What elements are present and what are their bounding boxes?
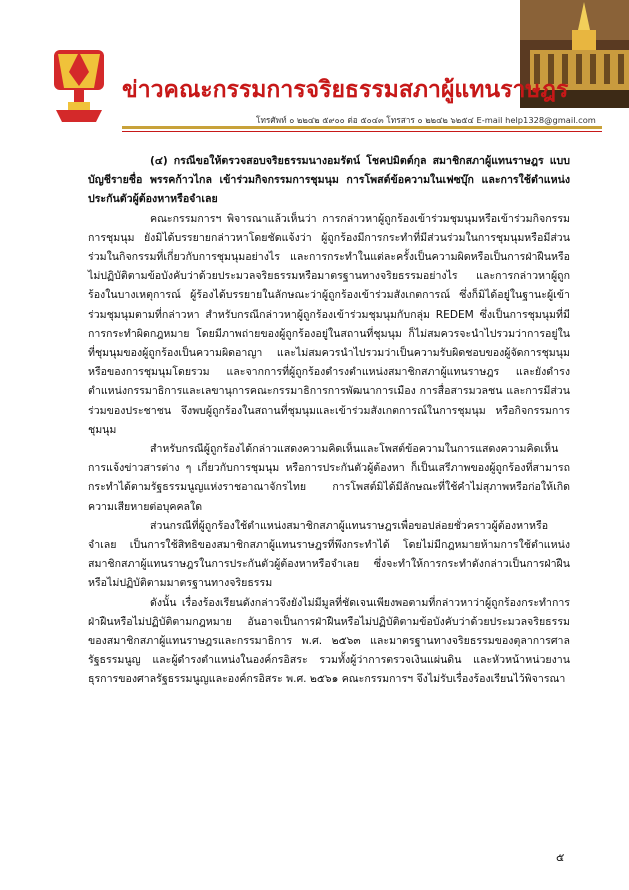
header-divider-red bbox=[122, 131, 602, 132]
page-header bbox=[0, 0, 629, 140]
newsletter-title: ข่าวคณะกรรมการจริยธรรมสภาผู้แทนราษฎร bbox=[122, 77, 569, 103]
paragraph: ส่วนกรณีที่ผู้ถูกร้องใช้ตำแหน่งสมาชิกสภาผู้แทนราษฎรเพื่อขอปล่อยชั่วคราวผู้ต้องหาหรือจำเลย เป็นการใช้สิทธิของสมาชิกสภาผู้แทนราษฎรที่พึงกระทำได้ โดยไม่มีกฎหมายห้ามการใช้ตำแหน่งสมาชิกสภาผู้แทนราษฎรในการประกันตัวผู้ต้องหาหรือจำเลย ซึ่งจะทำให้การกระทำดังกล่าวเป็นการฝ่าฝืนหรือไม่ปฏิบัติตามมาตรฐานทางจริยธรรม bbox=[88, 519, 570, 590]
paragraph: คณะกรรมการฯ พิจารณาแล้วเห็นว่า การกล่าวหาผู้ถูกร้องเข้าร่วมชุมนุมหรือเข้าร่วมกิจกรรมการชุมนุม ยังมิได้บรรยายกล่าวหาโดยชัดแจ้งว่า ผู้ถูกร้องมีการกระทำที่มีส่วนร่วมในการชุมนุมหรือมีส่วนร่วมในกิจกรรมที่เกี่ยวกับการชุมนุมอย่างไร และการกระทำในแต่ละครั้งเป็นความผิดหรือเป็นการฝ่าฝืนหรือไม่ปฏิบัติตามข้อบังคับว่าด้วยประมวลจริยธรรมหรือมาตรฐานทางจริยธรรมอย่างไร และการกล่าวหาผู้ถูกร้องในบางเหตุการณ์ ผู้ร้องได้บรรยายในลักษณะว่าผู้ถูกร้องเข้าร่วมสังเกตการณ์ ซึ่งก็มิได้อยู่ในฐานะผู้เข้าร่วมชุมนุมตามที่กล่าวหา สำหรับกรณีกล่าวหาผู้ถูกร้องเข้าร่วมชุมนุมกับกลุ่ม REDEM ซึ่งเป็นการชุมนุมที่มีการกระทำผิดกฎหมาย โดยมีภาพถ่ายของผู้ถูกร้องอยู่ในสถานที่ชุมนุม ก็ไม่สมควรจะนำไปรวมว่าการอยู่ในที่ชุมนุมของผู้ถูกร้องเป็นความผิดอาญา และไม่สมควรนำไปรวมว่าเป็นความรับผิดชอบของผู้จัดการชุมนุม หรือของการชุมนุมโดยรวม และจากการที่ผู้ถูกร้องดำรงตำแหน่งสมาชิกสภาผู้แทนราษฎร และยังดำรงตำแหน่งกรรมาธิการและเลขานุการคณะกรรมาธิการการพัฒนาการเมือง การสื่อสารมวลชน และการมีส่วนร่วมของประชาชน จึงพบผู้ถูกร้องในสถานที่ชุมนุมและเข้าร่วมสังเกตการณ์ในการชุมนุม หรือกิจกรรมการชุมนุม bbox=[88, 212, 570, 436]
paragraph: ดังนั้น เรื่องร้องเรียนดังกล่าวจึงยังไม่มีมูลที่ชัดเจนเพียงพอตามที่กล่าวหาว่าผู้ถูกร้องกระทำการฝ่าฝืนหรือไม่ปฏิบัติตามกฎหมาย อันอาจเป็นการฝ่าฝืนหรือไม่ปฏิบัติตามข้อบังคับว่าด้วยประมวลจริยธรรมของสมาชิกสภาผู้แทนราษฎรและกรรมาธิการ พ.ศ. ๒๕๖๓ และมาตรฐานทางจริยธรรมของตุลาการศาลรัฐธรรมนูญ และผู้ดำรงตำแหน่งในองค์กรอิสระ รวมทั้งผู้ว่าการตรวจเงินแผ่นดิน และหัวหน้าหน่วยงานธุรการของศาลรัฐธรรมนูญและองค์กรอิสระ พ.ศ. ๒๕๖๑ คณะกรรมการฯ จึงไม่รับเรื่องร้องเรียนไว้พิจารณา bbox=[88, 596, 570, 686]
document-body bbox=[88, 152, 570, 690]
header-divider-gold bbox=[122, 126, 602, 129]
page-number: ๕ bbox=[556, 851, 565, 864]
contact-info: โทรศัพท์ ๐ ๒๒๔๒ ๕๙๐๐ ต่อ ๕๐๔๓ โทรสาร ๐ ๒๒๔๒ ๖๒๕๔ E-mail help1328@gmail.com bbox=[256, 115, 596, 125]
paragraph: สำหรับกรณีผู้ถูกร้องได้กล่าวแสดงความคิดเห็นและโพสต์ข้อความในการแสดงความคิดเห็นการแจ้งข่าวสารต่าง ๆ เกี่ยวกับการชุมนุม หรือการประกันตัวผู้ต้องหา ก็เป็นเสรีภาพของผู้ถูกร้องที่สามารถกระทำได้ตามรัฐธรรมนูญแห่งราชอาณาจักรไทย การโพสต์มิได้มีลักษณะที่ใช้คำไม่สุภาพหรือก่อให้เกิดความเสียหายต่อบุคคลใด bbox=[88, 443, 570, 513]
parliament-emblem-icon bbox=[44, 42, 114, 128]
section-heading: (๔) กรณีขอให้ตรวจสอบจริยธรรมนางอมรัตน์ โชคปมิตต์กุล สมาชิกสภาผู้แทนราษฎร แบบบัญชีรายชื่อ พรรคก้าวไกล เข้าร่วมกิจกรรมการชุมนุม การโพสต์ข้อความในเฟซบุ๊ก และการใช้ตำแหน่งประกันตัวผู้ต้องหาหรือจำเลย bbox=[88, 155, 570, 206]
